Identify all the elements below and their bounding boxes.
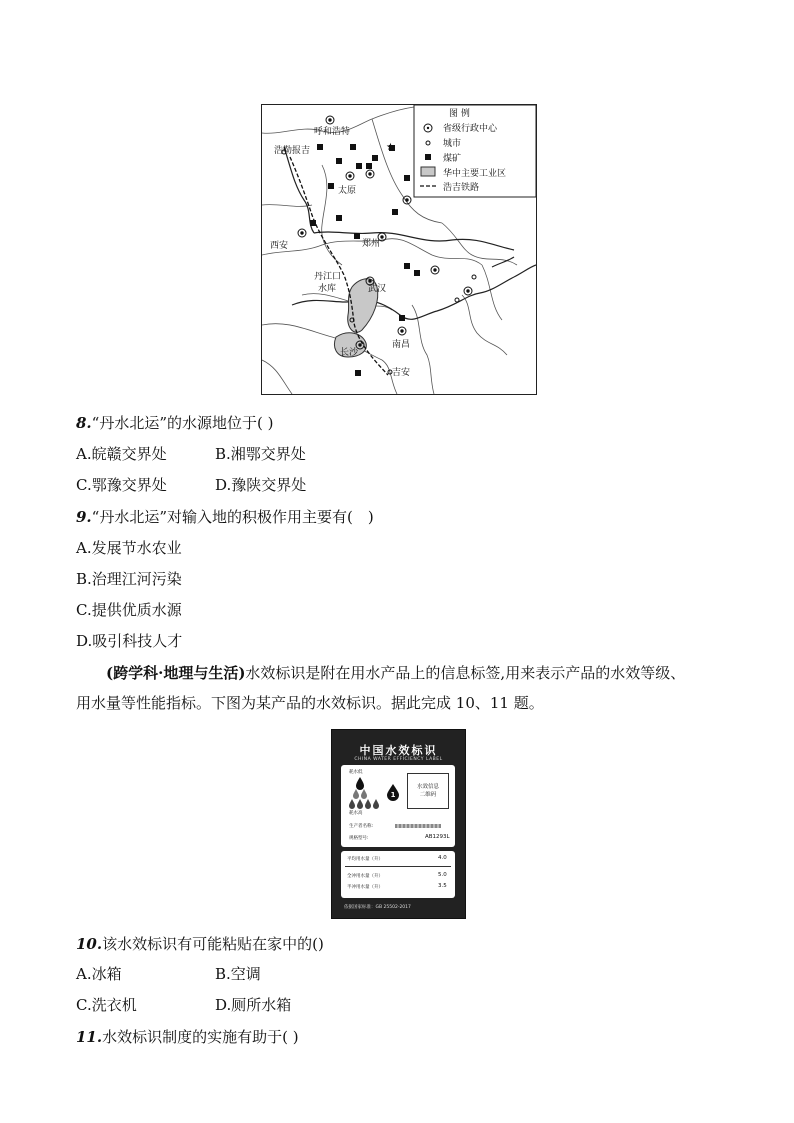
qr-code-box [407,773,449,809]
place-haolebaoji: 浩勒报吉 [274,146,311,156]
question-9 [76,507,374,527]
question-stem: “丹水北运”的水源地位于( ) [91,414,274,432]
label-title: 中国水效标识 [359,744,438,757]
label-lower-panel [341,851,455,898]
place-nanchang: 南昌 [392,340,411,350]
place-taiyuan: 太原 [338,186,357,196]
map-figure [261,104,537,395]
row-half-value: 3.5 [438,883,447,889]
model-value: AB1293L [425,834,450,840]
option-9d[interactable]: D.吸引科技人才 [76,632,183,650]
legend-label-coal: 煤矿 [443,154,462,164]
question-11 [76,1027,299,1047]
intro-paragraph [76,658,756,718]
question-number: 9. [76,508,92,526]
qr-text-1: 水效信息 [416,784,439,790]
option-10a[interactable]: A.冰箱 [76,965,122,983]
label-low: 耗水低 [349,770,363,775]
label-footer: 依据国家标准：GB 25502-2017 [344,905,411,910]
label-upper-panel [341,765,455,847]
option-9b[interactable]: B.治理江河污染 [76,570,182,588]
intro-line-1 [76,658,756,688]
place-jian: 吉安 [392,368,411,378]
question-10 [76,934,324,954]
row-avg-value: 4.0 [438,855,447,861]
question-stem: 水效标识制度的实施有助于( ) [102,1028,299,1046]
option-10d[interactable]: D.厕所水箱 [215,996,292,1014]
place-reservoir: 水库 [318,284,337,294]
legend-title: 图 例 [449,109,470,119]
star-icon: ★ [386,142,395,153]
question-stem: “丹水北运”对输入地的积极作用主要有( ) [91,508,374,526]
legend-label-zone: 华中主要工业区 [443,169,507,179]
question-8 [76,413,273,433]
producer-blurred-value [395,824,441,828]
row-full-label: 全冲用水量（升） [347,874,383,879]
legend-label-capital: 省级行政中心 [443,124,498,134]
intro-text-1: 水效标识是附在用水产品上的信息标签,用来表示产品的水效等级、 [245,664,686,682]
divider [345,866,451,867]
place-hohhot: 呼和浩特 [314,127,351,137]
qr-text-2: 二维码 [419,792,437,798]
place-wuhan: 武汉 [368,284,387,294]
label-high: 耗水高 [349,811,363,816]
label-subtitle: CHINA WATER EFFICIENCY LABEL [354,757,443,762]
water-drops-icon [347,775,387,809]
option-8d[interactable]: D.豫陕交界处 [215,476,307,494]
model-label: 规格型号: [349,836,369,841]
option-10c[interactable]: C.洗衣机 [76,996,137,1014]
question-number: 11. [76,1028,103,1046]
option-9a[interactable]: A.发展节水农业 [76,539,182,557]
option-9c[interactable]: C.提供优质水源 [76,601,182,619]
option-8a[interactable]: A.皖赣交界处 [76,445,167,463]
question-number: 10. [76,935,103,953]
place-zhengzhou: 郑州 [362,239,381,249]
row-avg-label: 平均用水量（升） [347,857,383,862]
grade-number: 1 [390,791,396,799]
producer-label: 生产者名称: [349,824,374,829]
option-8b[interactable]: B.湘鄂交界处 [215,445,306,463]
water-efficiency-label [331,729,466,919]
legend-label-railway: 浩吉铁路 [443,183,480,193]
place-xian: 西安 [270,241,289,251]
intro-tag: (跨学科·地理与生活) [106,664,246,682]
row-half-label: 半冲用水量（升） [347,885,383,890]
place-danjiangkou: 丹江口 [314,272,342,282]
row-full-value: 5.0 [438,872,447,878]
intro-line-2: 用水量等性能指标。下图为某产品的水效标识。据此完成 10、11 题。 [76,694,544,712]
option-8c[interactable]: C.鄂豫交界处 [76,476,167,494]
place-changsha: 长沙 [340,348,359,358]
question-number: 8. [76,414,92,432]
option-10b[interactable]: B.空调 [215,965,261,983]
legend-label-city: 城市 [443,139,462,149]
question-stem: 该水效标识有可能粘贴在家中的() [102,935,324,953]
